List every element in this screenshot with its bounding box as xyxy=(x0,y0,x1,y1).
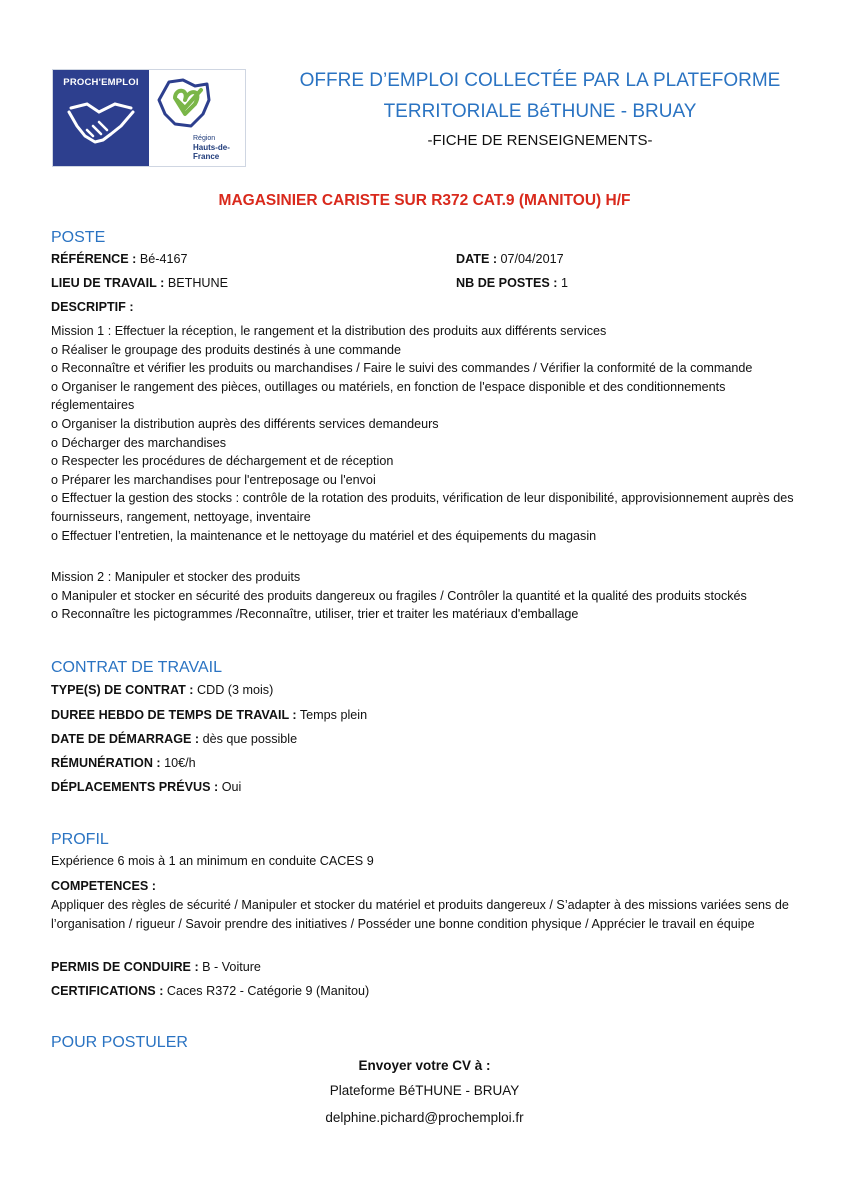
deplacements-line xyxy=(51,780,241,794)
reference-value: Bé-4167 xyxy=(136,252,188,266)
postes-value: 1 xyxy=(557,276,568,290)
reference-label: RÉFÉRENCE : xyxy=(51,252,137,266)
lieu-label: LIEU DE TRAVAIL : xyxy=(51,276,165,290)
lieu-line xyxy=(51,276,228,290)
region-name-text: Hauts-de-France xyxy=(193,143,230,161)
send-cv-label: Envoyer votre CV à : xyxy=(358,1058,491,1073)
logo xyxy=(52,69,246,167)
logo-brand-text: PROCH'EMPLOI xyxy=(63,77,139,88)
list-item: o Effectuer la gestion des stocks : contrôle de la rotation des produits, vérification de leur disponibilité, approvisionnement auprès des fournisseurs, rangement, nettoyage, inventaire xyxy=(51,491,794,524)
section-heading-postuler: POUR POSTULER xyxy=(51,1034,188,1051)
list-item: o Respecter les procédures de déchargement et de réception xyxy=(51,454,394,469)
certifications-label: CERTIFICATIONS : xyxy=(51,984,164,998)
mission2-list xyxy=(51,568,801,624)
certifications-value: Caces R372 - Catégorie 9 (Manitou) xyxy=(163,984,370,998)
demarrage-value: dès que possible xyxy=(199,732,298,746)
contrat-type-line xyxy=(51,683,273,697)
contrat-type-value: CDD (3 mois) xyxy=(193,683,274,697)
reference-line xyxy=(51,252,188,266)
competences-label-line xyxy=(51,879,156,893)
list-item: o Préparer les marchandises pour l'entreposage ou l'envoi xyxy=(51,472,376,487)
france-heart-icon xyxy=(155,76,215,132)
descriptif-label: DESCRIPTIF : xyxy=(51,300,134,314)
mission1-list xyxy=(51,322,801,545)
date-line xyxy=(456,252,564,266)
date-label: DATE : xyxy=(456,252,498,266)
job-title: MAGASINIER CARISTE SUR R372 CAT.9 (MANITOU) H/F xyxy=(218,192,631,209)
region-text xyxy=(193,134,244,161)
list-item: o Organiser la distribution auprès des différents services demandeurs xyxy=(51,416,439,431)
region-logo xyxy=(149,70,244,166)
permis-label: PERMIS DE CONDUIRE : xyxy=(51,960,199,974)
remuneration-line xyxy=(51,756,196,770)
contrat-type-label: TYPE(S) DE CONTRAT : xyxy=(51,683,194,697)
section-heading-profil: PROFIL xyxy=(51,831,109,848)
list-item: o Organiser le rangement des pièces, outillages ou matériels, en fonction de l'espace disponible et des conditionnements réglementaires xyxy=(51,379,726,413)
list-item: o Manipuler et stocker en sécurité des produits dangereux ou fragiles / Contrôler la quantité et la qualité des produits stockés xyxy=(51,588,747,603)
certifications-line xyxy=(51,984,369,998)
competences-text: Appliquer des règles de sécurité / Manipuler et stocker du matériel et produits dangereux / S’adapter à des missions variées sens de l’organisation / rigueur / Savoir prendre des initiatives / Posséder une bonne condition physique / Apprécier le travail en équipe xyxy=(51,898,789,931)
competences-label: COMPETENCES : xyxy=(51,879,156,893)
list-item: o Décharger des marchandises xyxy=(51,435,227,450)
descriptif-line xyxy=(51,300,134,314)
list-item: Mission 1 : Effectuer la réception, le rangement et la distribution des produits aux différents services xyxy=(51,324,607,338)
demarrage-line xyxy=(51,732,297,746)
permis-value: B - Voiture xyxy=(198,960,261,974)
list-item: o Reconnaître les pictogrammes /Reconnaître, utiliser, trier et traiter les matériaux d'emballage xyxy=(51,607,579,622)
prochemploi-logo xyxy=(53,70,149,166)
header-subtitle: -FICHE DE RENSEIGNEMENTS- xyxy=(427,132,653,149)
postes-label: NB DE POSTES : xyxy=(456,276,558,290)
section-heading-poste: POSTE xyxy=(51,229,106,246)
list-item: o Réaliser le groupage des produits destinés à une commande xyxy=(51,342,402,357)
lieu-value: BETHUNE xyxy=(164,276,229,290)
deplacements-value: Oui xyxy=(218,780,242,794)
date-value: 07/04/2017 xyxy=(497,252,564,266)
section-heading-contrat: CONTRAT DE TRAVAIL xyxy=(51,659,222,676)
header-title-line1: OFFRE D’EMPLOI COLLECTÉE PAR LA PLATEFORME xyxy=(299,70,781,91)
handshake-icon xyxy=(65,96,137,148)
duree-value: Temps plein xyxy=(296,708,368,722)
remuneration-label: RÉMUNÉRATION : xyxy=(51,756,161,770)
experience-line: Expérience 6 mois à 1 an minimum en conduite CACES 9 xyxy=(51,854,374,868)
list-item: o Reconnaître et vérifier les produits ou marchandises / Faire le suivi des commandes / Vérifier la conformité de la commande xyxy=(51,361,753,376)
platform-name: Plateforme BéTHUNE - BRUAY xyxy=(329,1083,520,1098)
remuneration-value: 10€/h xyxy=(160,756,196,770)
postes-line xyxy=(456,276,568,290)
region-small-text: Région xyxy=(193,135,216,142)
contact-email[interactable]: delphine.pichard@prochemploi.fr xyxy=(325,1110,524,1125)
list-item: Mission 2 : Manipuler et stocker des produits xyxy=(51,570,301,584)
duree-line xyxy=(51,708,367,722)
duree-label: DUREE HEBDO DE TEMPS DE TRAVAIL : xyxy=(51,708,297,722)
deplacements-label: DÉPLACEMENTS PRÉVUS : xyxy=(51,780,219,794)
header-title-line2: TERRITORIALE BéTHUNE - BRUAY xyxy=(383,101,697,122)
demarrage-label: DATE DE DÉMARRAGE : xyxy=(51,732,200,746)
list-item: o Effectuer l’entretien, la maintenance et le nettoyage du matériel et des équipements du magasin xyxy=(51,528,597,543)
permis-line xyxy=(51,960,261,974)
